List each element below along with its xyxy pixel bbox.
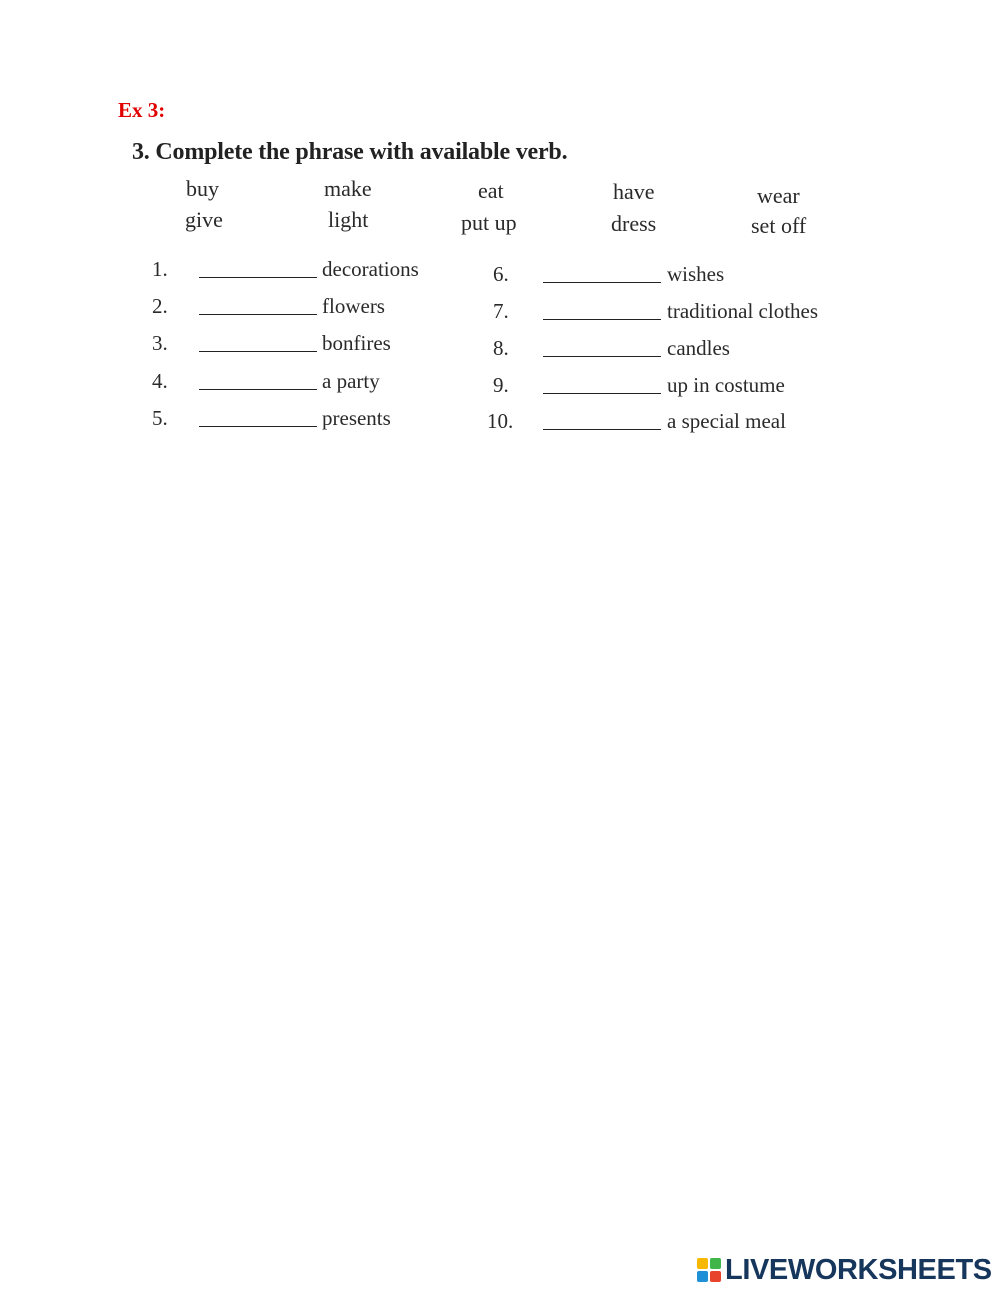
item-phrase: candles — [667, 336, 730, 360]
item-number: 9. — [493, 373, 509, 397]
list-item — [493, 336, 853, 366]
word-bank-item: light — [328, 207, 369, 232]
word-bank-item: have — [613, 179, 655, 204]
item-number: 8. — [493, 336, 509, 360]
list-item — [152, 331, 452, 361]
item-number: 7. — [493, 299, 509, 323]
answer-blank[interactable] — [199, 351, 317, 352]
item-number: 4. — [152, 369, 168, 393]
list-item — [152, 406, 452, 436]
logo-block-red — [710, 1271, 721, 1282]
item-phrase: flowers — [322, 294, 385, 318]
item-number: 6. — [493, 262, 509, 286]
word-bank-item: give — [185, 207, 223, 232]
item-phrase: a party — [322, 369, 380, 393]
item-phrase: up in costume — [667, 373, 785, 397]
item-phrase: bonfires — [322, 331, 391, 355]
logo-block-yellow — [697, 1258, 708, 1269]
answer-blank[interactable] — [199, 426, 317, 427]
item-number: 3. — [152, 331, 168, 355]
answer-blank[interactable] — [543, 393, 661, 394]
item-phrase: wishes — [667, 262, 725, 286]
logo-text: LIVEWORKSHEETS — [725, 1253, 992, 1286]
exercise-label: Ex 3: — [118, 98, 166, 122]
list-item — [493, 373, 853, 403]
item-phrase: a special meal — [667, 409, 786, 433]
logo-block-blue — [697, 1271, 708, 1282]
answer-blank[interactable] — [199, 389, 317, 390]
list-item — [493, 299, 853, 329]
logo-blocks-icon — [697, 1258, 721, 1282]
list-item — [487, 409, 853, 439]
item-number: 1. — [152, 257, 168, 281]
item-phrase: decorations — [322, 257, 419, 281]
list-item — [152, 294, 452, 324]
answer-blank[interactable] — [543, 356, 661, 357]
item-number: 2. — [152, 294, 168, 318]
item-phrase: presents — [322, 406, 391, 430]
word-bank-item: make — [324, 176, 372, 201]
word-bank-item: set off — [751, 213, 807, 238]
item-number: 5. — [152, 406, 168, 430]
word-bank-item: buy — [186, 176, 219, 201]
word-bank-item: put up — [461, 210, 517, 235]
answer-blank[interactable] — [543, 282, 661, 283]
item-phrase: traditional clothes — [667, 299, 819, 323]
answer-blank[interactable] — [199, 314, 317, 315]
answer-blank[interactable] — [543, 429, 661, 430]
word-bank-item: dress — [611, 211, 657, 236]
exercise-heading: 3. Complete the phrase with available verb. — [132, 139, 568, 165]
logo-block-green — [710, 1258, 721, 1269]
list-item — [493, 262, 853, 292]
answer-blank[interactable] — [543, 319, 661, 320]
word-bank-item: eat — [478, 178, 504, 203]
word-bank-item: wear — [757, 183, 800, 208]
item-number: 10. — [487, 409, 514, 433]
list-item — [152, 257, 452, 287]
liveworksheets-logo — [697, 1255, 992, 1285]
answer-blank[interactable] — [199, 277, 317, 278]
list-item — [152, 369, 452, 399]
